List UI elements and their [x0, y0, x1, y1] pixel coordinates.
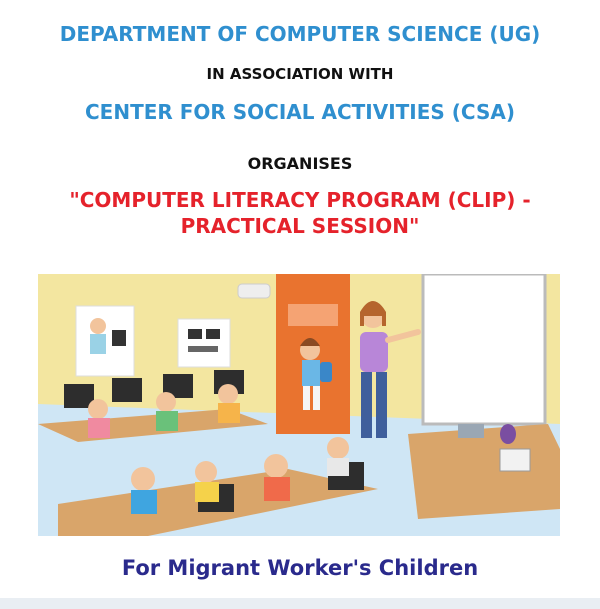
computer-classroom-illustration [38, 274, 560, 536]
program-title-line2: PRACTICAL SESSION" [180, 214, 420, 238]
bottom-divider [0, 598, 600, 609]
program-title-line1: "COMPUTER LITERACY PROGRAM (CLIP) - [69, 188, 531, 212]
department-heading: DEPARTMENT OF COMPUTER SCIENCE (UG) [59, 22, 541, 46]
association-text: IN ASSOCIATION WITH [206, 65, 394, 83]
organises-text: ORGANISES [247, 154, 353, 173]
center-heading: CENTER FOR SOCIAL ACTIVITIES (CSA) [85, 100, 515, 124]
audience-text: For Migrant Worker's Children [121, 556, 479, 580]
